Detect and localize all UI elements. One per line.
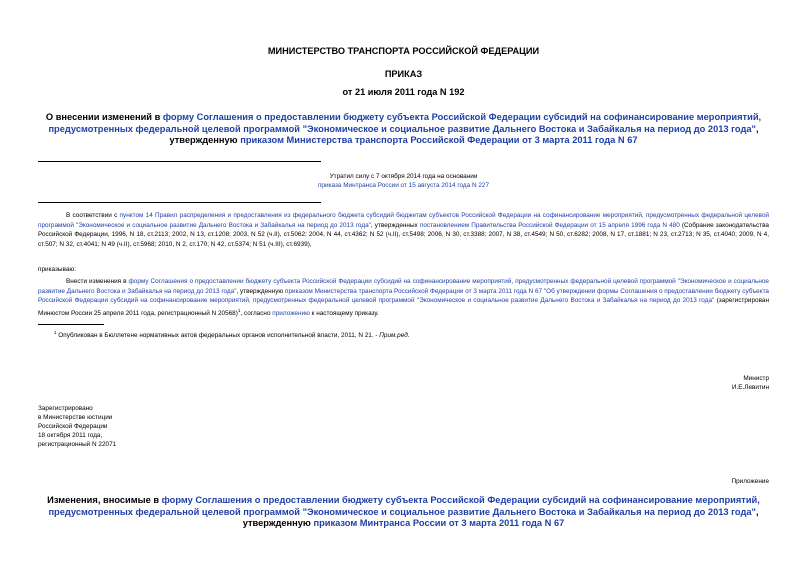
appendix-program-link[interactable]: предусмотренных федеральной целевой программой "Экономическое и социальное развитие Дальнего Востока и Забайкалья на период до 2013 года" xyxy=(48,506,756,517)
preamble-prefix: В соответствии с xyxy=(66,212,120,219)
status-line: Утратил силу с 7 октября 2014 года на основании xyxy=(329,173,478,180)
status-note xyxy=(30,172,777,190)
status-divider-bottom xyxy=(38,202,321,203)
order-according: , согласно xyxy=(240,309,273,317)
footnote xyxy=(54,328,410,340)
signature-position: Министр xyxy=(743,375,769,382)
registration-block xyxy=(38,404,116,449)
appendix-link[interactable]: приложению xyxy=(272,309,310,317)
footnote-ref: 1 xyxy=(237,307,241,313)
repeal-order-link[interactable]: приказа Минтранса России от 15 августа 2014 года N 227 xyxy=(317,182,490,189)
order-prefix: Внести изменения в xyxy=(66,278,129,285)
appendix-approved-text: утвержденную xyxy=(242,518,314,528)
preamble-mid: , утвержденных xyxy=(370,221,420,229)
footnote-number: 1 xyxy=(54,330,57,335)
title-order-link[interactable]: приказом Министерства транспорта Российской Федерации от 3 марта 2011 года N 67 xyxy=(240,135,638,145)
doc-type: ПРИКАЗ xyxy=(384,69,423,79)
title-program-link[interactable]: предусмотренных федеральной целевой программой "Экономическое и социальное развитие Дальнего Востока и Забайкалья на период до 2013 года" xyxy=(48,123,756,134)
preamble-sources: (Собрание законодательства Российской Федерации, 1996, N 18, ст.2113; 2002, N 13, ст.1208; 2003, N 52 (ч.II), ст.5062; 2004, N 44, ст.4362; N 52 (ч.II), ст.5498; 2006, N 30, ст.3388; 2007, N 38, ст.4549; N 50, ст.6282; 2008, N 17, ст.1881; N 23, ст.2713; N 35, ст.4040; 2009, N 4, ст.507; N 32, ст.4041; N 49 (ч.II), ст.5968; 2010, N 2, ст.170; N 42, ст.5374; N 51 (ч.III), ст.6939), xyxy=(38,221,769,248)
appendix-label: Приложение xyxy=(731,478,769,485)
appendix-prefix: Изменения, вносимые в xyxy=(47,495,162,505)
registration-line: регистрационный N 22071 xyxy=(38,441,117,448)
registration-note: (зарегистрирован Минюстом России 25 апреля 2011 года, регистрационный N 20568) xyxy=(38,297,769,317)
registration-line: Зарегистрировано xyxy=(38,405,93,412)
appendix-form-link[interactable]: форму Соглашения о предоставлении бюджету субъекта Российской Федерации субсидий на софинансирование мероприятий, xyxy=(161,495,760,505)
title-form-link[interactable]: форму Соглашения о предоставлении бюджету субъекта Российской Федерации субсидий на софинансирование мероприятий, xyxy=(162,112,762,122)
title-prefix: О внесении изменений в xyxy=(45,112,163,122)
title-approved-text: утвержденную xyxy=(169,135,241,145)
rules-link[interactable]: пунктом 14 Правил распределения и предоставления из федерального бюджета субсидий бюджетам субъектов Российской Федерации на софинансирование мероприятий, предусмотренных федеральной целевой программой "Экономическое и социальное развитие Дальнего Востока и Забайкалья на период до 2013 года" xyxy=(38,212,769,229)
ministry-heading: МИНИСТЕРСТВО ТРАНСПОРТА РОССИЙСКОЙ ФЕДЕРАЦИИ xyxy=(267,46,540,56)
order-mid: , утвержденную xyxy=(236,287,286,295)
signature-name: И.Е.Левитин xyxy=(731,384,769,391)
footnote-divider xyxy=(38,324,104,325)
appendix-title xyxy=(30,495,777,530)
preamble-paragraph xyxy=(38,211,769,249)
footnote-editor-note: Прим.ред. xyxy=(379,332,410,340)
signature-block xyxy=(600,374,769,392)
order-paragraph xyxy=(38,277,769,319)
registration-line: в Министерстве юстиции xyxy=(38,414,113,421)
agreement-form-link[interactable]: форму Соглашения о предоставлении бюджету субъекта Российской Федерации субсидий на софинансирование мероприятий, предусмотренных федеральной целевой программой "Экономическое и социальное развитие Дальнего Востока и Забайкалья на период до 2013 года" xyxy=(38,278,769,295)
status-divider-top xyxy=(38,161,321,162)
appendix-order-link[interactable]: приказом Минтранса России от 3 марта 2011 года N 67 xyxy=(313,518,565,528)
order-end: к настоящему приказу. xyxy=(309,309,379,317)
registration-line: Российской Федерации xyxy=(38,423,108,430)
title-comma: , xyxy=(755,123,759,134)
government-decree-link[interactable]: постановлением Правительства Российской Федерации от 15 апреля 1996 года N 480 xyxy=(419,221,680,229)
footnote-text: Опубликован в Бюллетене нормативных актов федеральных органов исполнительной власти, 2011, N 21. - xyxy=(56,332,380,340)
order-word: приказываю: xyxy=(38,266,76,273)
doc-title xyxy=(30,112,777,147)
order-67-link[interactable]: приказом Министерства транспорта Российской Федерации от 3 марта 2011 года N 67 "Об утверждении формы Соглашения о предоставлении бюджету субъекта Российской Федерации субсидий на софинансирование мероприятий, предусмотренных федеральной целевой программой "Экономическое и социальное развитие Дальнего Востока и Забайкалья на период до 2013 года" xyxy=(38,287,769,305)
registration-line: 18 октября 2011 года, xyxy=(38,432,103,439)
doc-date-number: от 21 июля 2011 года N 192 xyxy=(342,87,465,97)
appendix-comma: , xyxy=(755,506,759,517)
